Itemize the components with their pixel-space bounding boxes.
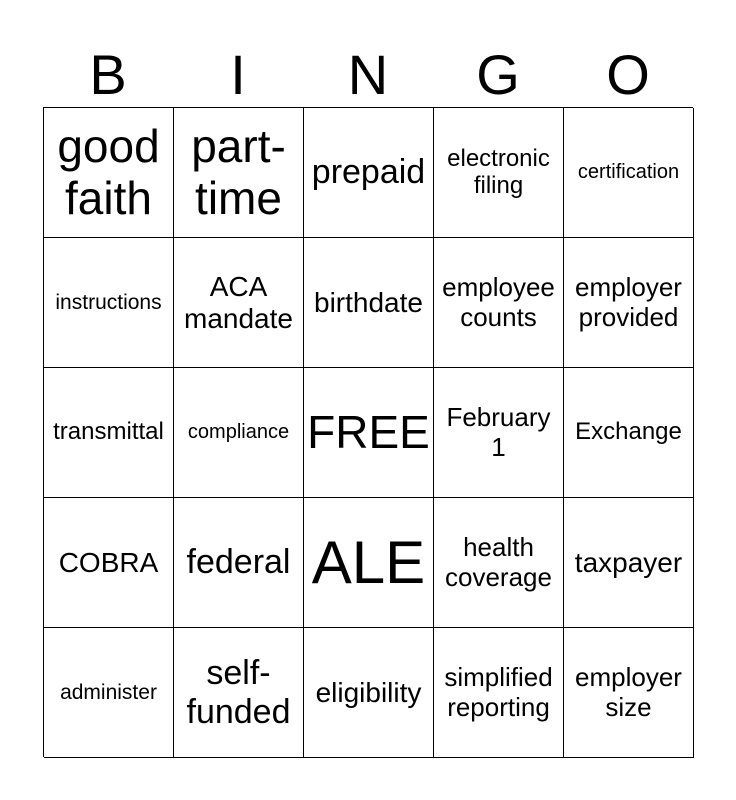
bingo-cell[interactable]	[434, 108, 564, 238]
bingo-cell[interactable]	[564, 368, 694, 498]
bingo-cell[interactable]	[304, 498, 434, 628]
header-letter-g: G	[476, 43, 520, 106]
bingo-cell[interactable]	[44, 238, 174, 368]
bingo-cell[interactable]	[44, 628, 174, 758]
cell-label: COBRA	[58, 546, 159, 578]
cell-label: part-time	[191, 119, 286, 224]
cell-label: electronic filing	[447, 144, 550, 199]
cell-label: employee counts	[442, 272, 555, 332]
cell-label: instructions	[55, 290, 162, 314]
bingo-cell[interactable]	[304, 238, 434, 368]
cell-label: simplified reporting	[444, 662, 553, 722]
free-space-label: FREE	[307, 405, 430, 458]
bingo-cell[interactable]	[434, 628, 564, 758]
header-letter-b: B	[89, 43, 127, 106]
bingo-cell[interactable]	[304, 108, 434, 238]
cell-label: federal	[186, 543, 291, 582]
cell-label: ALE	[311, 528, 426, 596]
cell-label: administer	[60, 680, 157, 704]
bingo-board	[43, 107, 693, 757]
bingo-cell[interactable]	[44, 498, 174, 628]
bingo-cell[interactable]	[434, 238, 564, 368]
bingo-header	[43, 44, 693, 106]
bingo-cell[interactable]	[174, 238, 304, 368]
cell-label: prepaid	[311, 153, 426, 192]
header-letter-o: O	[606, 43, 650, 106]
bingo-cell[interactable]	[434, 368, 564, 498]
cell-label: certification	[577, 161, 680, 184]
cell-label: Exchange	[575, 418, 682, 446]
cell-label: transmittal	[53, 418, 164, 446]
bingo-cell[interactable]	[564, 628, 694, 758]
cell-label: ACA mandate	[184, 271, 293, 334]
bingo-cell[interactable]	[174, 628, 304, 758]
cell-label: employer size	[575, 662, 682, 722]
cell-label: self-funded	[186, 654, 291, 731]
header-letter-n: N	[347, 43, 389, 106]
free-space-cell[interactable]	[304, 368, 434, 498]
bingo-cell[interactable]	[304, 628, 434, 758]
bingo-cell[interactable]	[44, 108, 174, 238]
cell-label: compliance	[187, 421, 290, 444]
cell-label: February 1	[446, 402, 551, 462]
bingo-cell[interactable]	[174, 368, 304, 498]
bingo-cell[interactable]	[434, 498, 564, 628]
header-letter-i: I	[230, 43, 246, 106]
cell-label: employer provided	[575, 272, 682, 332]
bingo-cell[interactable]	[44, 368, 174, 498]
cell-label: birthdate	[314, 286, 423, 318]
cell-label: health coverage	[445, 532, 552, 592]
bingo-cell[interactable]	[564, 108, 694, 238]
bingo-cell[interactable]	[564, 238, 694, 368]
cell-label: good faith	[57, 119, 160, 224]
bingo-cell[interactable]	[174, 108, 304, 238]
cell-label: eligibility	[315, 676, 422, 708]
bingo-cell[interactable]	[564, 498, 694, 628]
cell-label: taxpayer	[574, 546, 683, 578]
bingo-cell[interactable]	[174, 498, 304, 628]
